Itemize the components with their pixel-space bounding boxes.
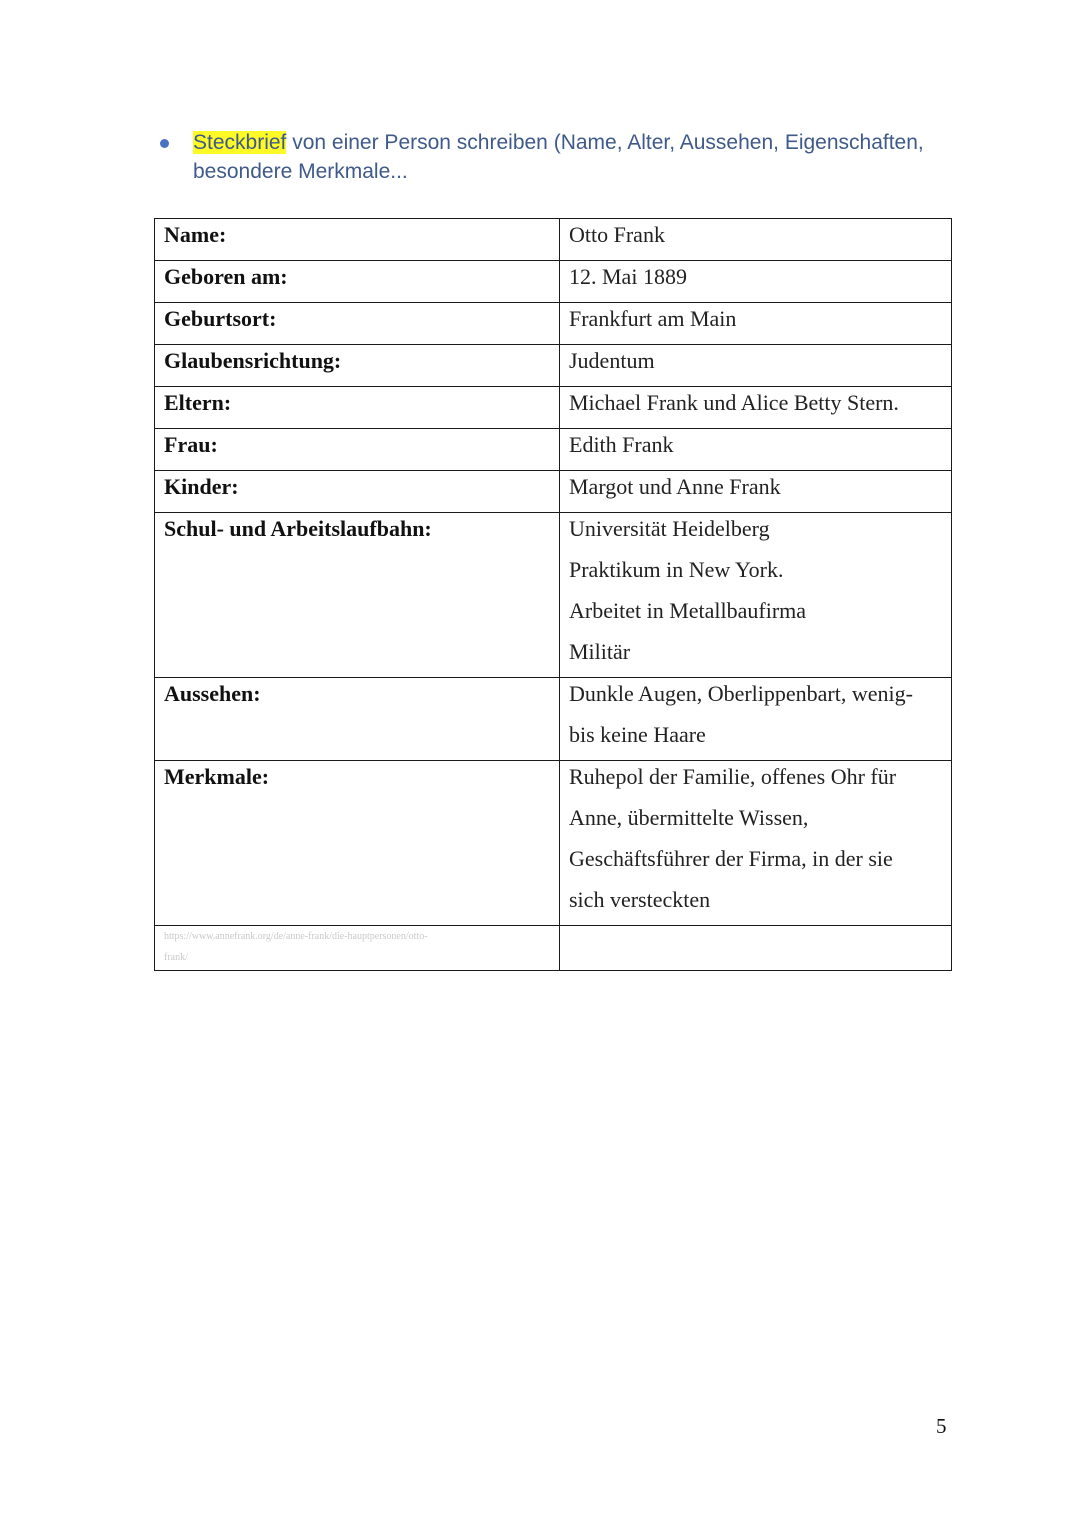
row-value-line: Michael Frank und Alice Betty Stern.	[569, 390, 899, 415]
intro-text	[193, 128, 953, 186]
row-label-cell	[155, 761, 560, 926]
table-row	[155, 678, 952, 761]
row-value-line: Universität Heidelberg	[569, 516, 770, 541]
row-value-line: Anne, übermittelte Wissen,	[569, 805, 809, 830]
empty-cell	[560, 926, 952, 971]
row-label-cell	[155, 678, 560, 761]
bullet-dot-icon	[160, 139, 169, 148]
row-value-line: Geschäftsführer der Firma, in der sie	[569, 846, 893, 871]
row-value-cell	[560, 429, 952, 471]
row-value-line: Frankfurt am Main	[569, 306, 737, 331]
row-value-cell	[560, 303, 952, 345]
table-row	[155, 471, 952, 513]
row-label-cell	[155, 471, 560, 513]
row-value-line: Praktikum in New York.	[569, 557, 784, 582]
row-label: Geburtsort:	[164, 306, 277, 331]
highlighted-word: Steckbrief	[193, 131, 287, 154]
table-row	[155, 261, 952, 303]
row-label: Eltern:	[164, 390, 232, 415]
page-number: 5	[936, 1414, 947, 1438]
row-value-line: Arbeitet in Metallbaufirma	[569, 598, 807, 623]
table-row	[155, 513, 952, 678]
intro-line-2: besondere Merkmale...	[193, 160, 408, 183]
row-value-cell	[560, 471, 952, 513]
source-url-line: https://www.annefrank.org/de/anne-frank/die-hauptpersonen/otto-	[164, 931, 428, 942]
intro-line-1: von einer Person schreiben (Name, Alter, Aussehen, Eigenschaften,	[286, 131, 924, 154]
row-label-cell	[155, 345, 560, 387]
row-label-cell	[155, 219, 560, 261]
table-row	[155, 429, 952, 471]
row-value-line: sich versteckten	[569, 887, 711, 912]
row-label: Merkmale:	[164, 764, 270, 789]
row-label-cell	[155, 429, 560, 471]
row-label-cell	[155, 387, 560, 429]
row-value-cell	[560, 678, 952, 761]
table-row	[155, 219, 952, 261]
row-value-cell	[560, 513, 952, 678]
row-label: Schul- und Arbeitslaufbahn:	[164, 516, 432, 541]
row-value-cell	[560, 761, 952, 926]
source-url-line: frank/	[164, 952, 188, 963]
row-value-line: Margot und Anne Frank	[569, 474, 781, 499]
table-row	[155, 761, 952, 926]
row-value-line: Militär	[569, 639, 631, 664]
source-row	[155, 926, 952, 971]
row-label: Kinder:	[164, 474, 239, 499]
row-value-cell	[560, 387, 952, 429]
profile-table	[154, 218, 952, 971]
row-value-cell	[560, 219, 952, 261]
table-row	[155, 303, 952, 345]
row-value-line: Dunkle Augen, Oberlippenbart, wenig-	[569, 681, 913, 706]
table-row	[155, 345, 952, 387]
row-value-line: Otto Frank	[569, 222, 665, 247]
row-value-line: 12. Mai 1889	[569, 264, 687, 289]
row-value-line: Judentum	[569, 348, 655, 373]
row-label: Geboren am:	[164, 264, 288, 289]
row-value-cell	[560, 261, 952, 303]
row-label: Aussehen:	[164, 681, 261, 706]
row-value-line: bis keine Haare	[569, 722, 706, 747]
row-label: Frau:	[164, 432, 218, 457]
row-label: Name:	[164, 222, 227, 247]
row-value-line: Edith Frank	[569, 432, 674, 457]
source-cell	[155, 926, 560, 971]
row-label-cell	[155, 513, 560, 678]
table-row	[155, 387, 952, 429]
row-label-cell	[155, 303, 560, 345]
row-label: Glaubensrichtung:	[164, 348, 342, 373]
row-value-line: Ruhepol der Familie, offenes Ohr für	[569, 764, 897, 789]
row-label-cell	[155, 261, 560, 303]
row-value-cell	[560, 345, 952, 387]
